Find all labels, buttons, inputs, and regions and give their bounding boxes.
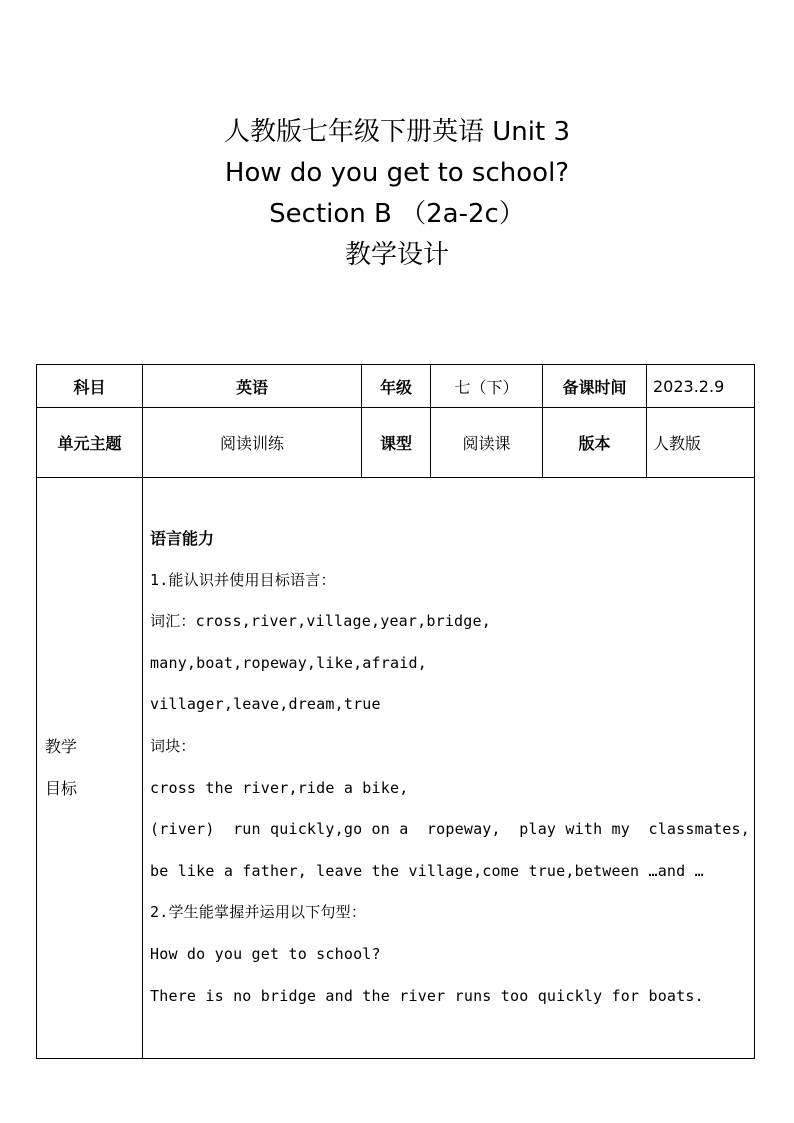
objectives-label	[37, 478, 143, 1059]
table-row	[37, 478, 755, 1059]
objective-line: 词块：	[150, 736, 196, 755]
type-label: 课型	[362, 408, 431, 478]
objective-line: many,boat,ropeway,like,afraid,	[150, 653, 427, 672]
objective-line: be like a father, leave the village,come true,between …and …	[150, 861, 704, 880]
title-line-1: 人教版七年级下册英语 Unit 3	[224, 117, 570, 147]
objective-line: villager,leave,dream,true	[150, 695, 381, 714]
document-title	[0, 112, 794, 276]
objective-line: How do you get to school?	[150, 944, 381, 963]
objectives-label-line-1: 教学	[45, 737, 78, 756]
objective-line: 1.能认识并使用目标语言：	[150, 570, 336, 589]
title-line-2: How do you get to school?	[224, 158, 570, 188]
edition-label: 版本	[543, 408, 647, 478]
objectives-heading: 语言能力	[150, 529, 215, 548]
subject-value: 英语	[143, 365, 362, 408]
objective-line: (river) run quickly,go on a ropeway, play with my classmates,	[150, 820, 750, 839]
objective-line: 2.学生能掌握并运用以下句型：	[150, 903, 367, 922]
edition-value: 人教版	[647, 408, 755, 478]
objectives-label-line-2: 目标	[45, 779, 78, 798]
objective-line: 词汇：cross,river,village,year,bridge,	[150, 612, 491, 631]
title-line-4: 教学设计	[344, 240, 449, 270]
table-row	[37, 365, 755, 408]
unit-label: 单元主题	[37, 408, 143, 478]
type-value: 阅读课	[431, 408, 543, 478]
objectives-content	[143, 478, 755, 1059]
title-line-3: Section B （2a-2c）	[269, 199, 525, 229]
subject-label: 科目	[37, 365, 143, 408]
unit-value: 阅读训练	[143, 408, 362, 478]
grade-value: 七（下）	[431, 365, 543, 408]
grade-label: 年级	[362, 365, 431, 408]
lesson-plan-table	[36, 364, 755, 1059]
date-label: 备课时间	[543, 365, 647, 408]
table-row	[37, 408, 755, 478]
objective-line: There is no bridge and the river runs too quickly for boats.	[150, 986, 704, 1005]
date-value: 2023.2.9	[647, 365, 755, 408]
objective-line: cross the river,ride a bike,	[150, 778, 409, 797]
